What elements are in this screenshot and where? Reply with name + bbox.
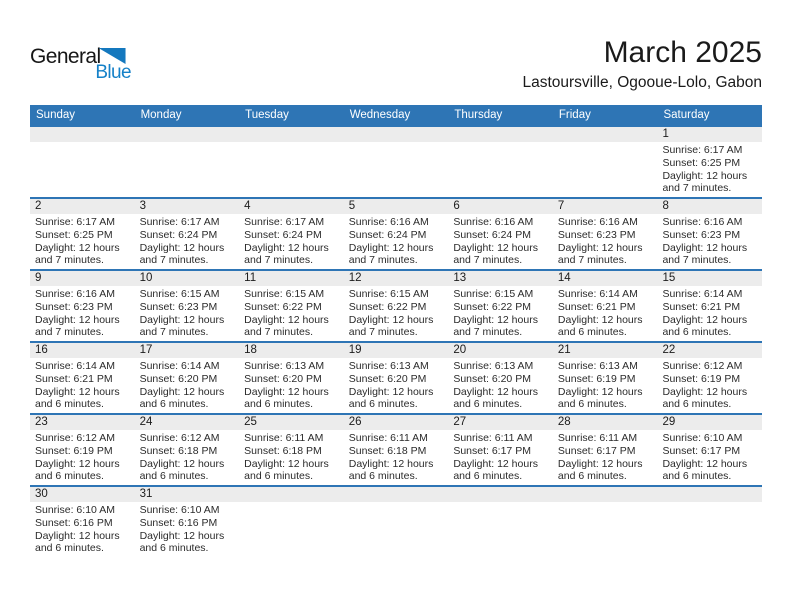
day-info-line: Sunrise: 6:14 AM bbox=[662, 288, 743, 300]
day-cell-13 bbox=[448, 271, 553, 341]
day-info bbox=[553, 502, 658, 504]
day-cell-empty bbox=[135, 127, 240, 197]
day-info-line: and 6 minutes. bbox=[453, 398, 523, 411]
day-cell-25 bbox=[239, 415, 344, 485]
page-subtitle: Lastoursville, Ogooue-Lolo, Gabon bbox=[522, 74, 762, 91]
day-info-line: Sunrise: 6:15 AM bbox=[244, 288, 325, 300]
day-info-line: Daylight: 12 hours bbox=[348, 457, 434, 470]
day-info-line: Daylight: 12 hours bbox=[244, 313, 329, 326]
day-cell-4 bbox=[239, 199, 344, 269]
day-info bbox=[657, 502, 762, 504]
day-number bbox=[239, 127, 344, 142]
day-cell-16 bbox=[30, 343, 135, 413]
day-info-line: Daylight: 12 hours bbox=[557, 313, 643, 326]
day-info-line: Sunset: 6:22 PM bbox=[348, 300, 427, 313]
day-info bbox=[239, 286, 344, 339]
day-info bbox=[30, 142, 135, 144]
day-cell-18 bbox=[239, 343, 344, 413]
day-info-line: Sunset: 6:23 PM bbox=[557, 228, 636, 241]
day-info-line: and 6 minutes. bbox=[662, 326, 732, 339]
day-info-line: and 7 minutes. bbox=[557, 254, 627, 267]
day-number: 5 bbox=[344, 199, 449, 214]
day-cell-empty bbox=[344, 487, 449, 557]
day-info-line: and 6 minutes. bbox=[557, 398, 627, 411]
day-info-line: Daylight: 12 hours bbox=[453, 457, 538, 470]
day-info-line: Sunset: 6:18 PM bbox=[139, 444, 218, 457]
day-info-line: Daylight: 12 hours bbox=[348, 313, 434, 326]
day-number: 20 bbox=[448, 343, 553, 358]
day-cell-empty bbox=[30, 127, 135, 197]
day-info-line: Sunrise: 6:11 AM bbox=[453, 432, 533, 444]
day-cell-2 bbox=[30, 199, 135, 269]
day-info-line: Sunset: 6:17 PM bbox=[453, 444, 531, 457]
day-number: 26 bbox=[344, 415, 449, 430]
day-number bbox=[239, 487, 344, 502]
day-number: 18 bbox=[239, 343, 344, 358]
day-info-line: Daylight: 12 hours bbox=[557, 385, 643, 398]
day-info bbox=[239, 142, 344, 144]
day-number bbox=[553, 127, 658, 142]
general-blue-logo bbox=[30, 46, 131, 81]
day-info-line: and 6 minutes. bbox=[35, 542, 104, 555]
day-info-line: Sunset: 6:25 PM bbox=[662, 156, 741, 169]
day-info-line: Sunrise: 6:13 AM bbox=[453, 360, 534, 372]
day-number: 24 bbox=[135, 415, 240, 430]
day-info-line: Sunset: 6:18 PM bbox=[348, 444, 427, 457]
day-info-line: and 6 minutes. bbox=[244, 470, 314, 483]
day-info bbox=[344, 358, 449, 411]
day-cell-empty bbox=[553, 487, 658, 557]
day-info-line: and 7 minutes. bbox=[453, 254, 523, 267]
day-cell-28 bbox=[553, 415, 658, 485]
day-info-line: Sunrise: 6:16 AM bbox=[348, 216, 429, 228]
week-row bbox=[30, 269, 762, 341]
day-cell-29 bbox=[657, 415, 762, 485]
day-number: 12 bbox=[344, 271, 449, 286]
day-info-line: and 7 minutes. bbox=[662, 254, 732, 267]
day-info bbox=[553, 358, 658, 411]
day-info-line: Sunrise: 6:11 AM bbox=[557, 432, 638, 444]
day-info-line: Daylight: 12 hours bbox=[139, 241, 225, 254]
weekday-header-sunday: Sunday bbox=[36, 109, 76, 121]
day-cell-6 bbox=[448, 199, 553, 269]
week-row bbox=[30, 341, 762, 413]
day-info-line: Daylight: 12 hours bbox=[139, 457, 225, 470]
weekday-header-wednesday: Wednesday bbox=[349, 109, 411, 121]
week-row bbox=[30, 413, 762, 485]
day-info-line: and 6 minutes. bbox=[35, 470, 104, 483]
logo-text-blue: Blue bbox=[95, 62, 131, 83]
day-info-line: Sunrise: 6:14 AM bbox=[557, 288, 638, 300]
day-info-line: Sunset: 6:23 PM bbox=[662, 228, 741, 241]
day-info-line: and 7 minutes. bbox=[139, 326, 209, 339]
day-cell-24 bbox=[135, 415, 240, 485]
day-cell-19 bbox=[344, 343, 449, 413]
day-info-line: Sunrise: 6:13 AM bbox=[348, 360, 429, 372]
day-info bbox=[30, 502, 135, 555]
day-info-line: and 7 minutes. bbox=[35, 326, 104, 339]
day-info bbox=[135, 502, 240, 555]
day-info-line: Daylight: 12 hours bbox=[139, 385, 225, 398]
weekday-header-saturday: Saturday bbox=[663, 109, 710, 121]
day-info bbox=[239, 358, 344, 411]
day-cell-15 bbox=[657, 271, 762, 341]
day-cell-31 bbox=[135, 487, 240, 557]
day-info-line: and 6 minutes. bbox=[139, 542, 209, 555]
day-number: 13 bbox=[448, 271, 553, 286]
day-info bbox=[448, 214, 553, 267]
day-number: 25 bbox=[239, 415, 344, 430]
day-info-line: Sunrise: 6:16 AM bbox=[453, 216, 534, 228]
day-info bbox=[657, 430, 762, 483]
day-info bbox=[448, 286, 553, 339]
day-number bbox=[553, 487, 658, 502]
day-info-line: Sunset: 6:23 PM bbox=[35, 300, 113, 313]
day-info-line: Sunset: 6:16 PM bbox=[139, 516, 218, 529]
day-info bbox=[135, 358, 240, 411]
day-info bbox=[657, 142, 762, 195]
calendar-table bbox=[30, 105, 762, 557]
day-info bbox=[448, 430, 553, 483]
day-info-line: Sunset: 6:21 PM bbox=[557, 300, 636, 313]
day-info-line: Sunset: 6:24 PM bbox=[348, 228, 427, 241]
day-info-line: Sunrise: 6:16 AM bbox=[662, 216, 743, 228]
day-number bbox=[30, 127, 135, 142]
day-info-line: Sunset: 6:23 PM bbox=[139, 300, 218, 313]
day-info-line: and 6 minutes. bbox=[557, 470, 627, 483]
day-info-line: Daylight: 12 hours bbox=[35, 457, 120, 470]
day-info-line: and 7 minutes. bbox=[662, 182, 732, 195]
day-info-line: Sunrise: 6:10 AM bbox=[662, 432, 743, 444]
day-info-line: and 7 minutes. bbox=[35, 254, 104, 267]
day-info-line: and 6 minutes. bbox=[662, 470, 732, 483]
day-info-line: Daylight: 12 hours bbox=[662, 385, 748, 398]
day-info-line: and 6 minutes. bbox=[244, 398, 314, 411]
day-info-line: Daylight: 12 hours bbox=[557, 457, 643, 470]
day-info bbox=[657, 214, 762, 267]
day-cell-3 bbox=[135, 199, 240, 269]
day-info-line: Daylight: 12 hours bbox=[139, 529, 225, 542]
day-info-line: Sunrise: 6:17 AM bbox=[35, 216, 115, 228]
logo-text-general: General bbox=[30, 45, 101, 68]
day-info bbox=[135, 286, 240, 339]
day-info-line: Daylight: 12 hours bbox=[453, 241, 538, 254]
day-number: 7 bbox=[553, 199, 658, 214]
day-info-line: Sunrise: 6:10 AM bbox=[139, 504, 220, 516]
day-info-line: Sunrise: 6:12 AM bbox=[139, 432, 220, 444]
day-info-line: Sunset: 6:24 PM bbox=[244, 228, 322, 241]
day-info-line: Sunrise: 6:11 AM bbox=[348, 432, 428, 444]
day-info bbox=[553, 430, 658, 483]
day-cell-12 bbox=[344, 271, 449, 341]
day-info-line: Sunrise: 6:14 AM bbox=[35, 360, 115, 372]
day-info bbox=[344, 286, 449, 339]
day-info-line: and 7 minutes. bbox=[348, 326, 418, 339]
day-info-line: and 6 minutes. bbox=[35, 398, 104, 411]
day-info bbox=[448, 358, 553, 411]
day-number: 22 bbox=[657, 343, 762, 358]
day-info-line: Sunrise: 6:17 AM bbox=[139, 216, 220, 228]
day-info-line: Sunset: 6:22 PM bbox=[453, 300, 531, 313]
day-number bbox=[448, 127, 553, 142]
day-number: 11 bbox=[239, 271, 344, 286]
day-cell-21 bbox=[553, 343, 658, 413]
day-info bbox=[344, 502, 449, 504]
day-cell-1 bbox=[657, 127, 762, 197]
day-info-line: Sunset: 6:20 PM bbox=[453, 372, 531, 385]
day-info-line: Sunrise: 6:12 AM bbox=[662, 360, 743, 372]
day-info-line: Daylight: 12 hours bbox=[244, 385, 329, 398]
day-info-line: Sunrise: 6:17 AM bbox=[244, 216, 325, 228]
day-info bbox=[30, 430, 135, 483]
day-info-line: Daylight: 12 hours bbox=[348, 241, 434, 254]
day-info-line: Daylight: 12 hours bbox=[453, 385, 538, 398]
day-number: 21 bbox=[553, 343, 658, 358]
day-info-line: Daylight: 12 hours bbox=[244, 457, 329, 470]
day-cell-9 bbox=[30, 271, 135, 341]
day-info-line: Sunrise: 6:12 AM bbox=[35, 432, 115, 444]
day-number: 16 bbox=[30, 343, 135, 358]
day-info-line: Sunset: 6:17 PM bbox=[662, 444, 741, 457]
day-info bbox=[344, 430, 449, 483]
day-number: 15 bbox=[657, 271, 762, 286]
day-info bbox=[448, 502, 553, 504]
day-cell-11 bbox=[239, 271, 344, 341]
day-info-line: Daylight: 12 hours bbox=[453, 313, 538, 326]
day-cell-26 bbox=[344, 415, 449, 485]
day-info bbox=[135, 214, 240, 267]
day-cell-27 bbox=[448, 415, 553, 485]
day-info-line: Sunrise: 6:17 AM bbox=[662, 144, 743, 156]
day-number: 28 bbox=[553, 415, 658, 430]
day-number bbox=[344, 487, 449, 502]
day-info bbox=[239, 214, 344, 267]
day-info-line: Sunset: 6:19 PM bbox=[35, 444, 113, 457]
day-number: 2 bbox=[30, 199, 135, 214]
calendar-weeks bbox=[30, 125, 762, 557]
day-number: 9 bbox=[30, 271, 135, 286]
day-number: 23 bbox=[30, 415, 135, 430]
day-cell-23 bbox=[30, 415, 135, 485]
weekday-header-tuesday: Tuesday bbox=[245, 109, 289, 121]
day-number bbox=[657, 487, 762, 502]
day-number: 17 bbox=[135, 343, 240, 358]
day-number: 6 bbox=[448, 199, 553, 214]
day-info-line: Sunrise: 6:13 AM bbox=[244, 360, 325, 372]
day-info bbox=[239, 502, 344, 504]
day-number: 30 bbox=[30, 487, 135, 502]
day-info bbox=[553, 286, 658, 339]
weekday-header-thursday: Thursday bbox=[454, 109, 503, 121]
day-number: 31 bbox=[135, 487, 240, 502]
day-cell-8 bbox=[657, 199, 762, 269]
page-title: March 2025 bbox=[603, 36, 762, 69]
day-cell-14 bbox=[553, 271, 658, 341]
day-number: 1 bbox=[657, 127, 762, 142]
day-info-line: Sunset: 6:24 PM bbox=[139, 228, 218, 241]
day-info-line: Sunrise: 6:15 AM bbox=[139, 288, 220, 300]
day-info-line: Sunrise: 6:15 AM bbox=[453, 288, 534, 300]
day-info-line: Sunset: 6:19 PM bbox=[557, 372, 636, 385]
day-info bbox=[657, 358, 762, 411]
day-info-line: and 6 minutes. bbox=[139, 398, 209, 411]
day-info-line: Sunset: 6:19 PM bbox=[662, 372, 741, 385]
day-info-line: Sunset: 6:16 PM bbox=[35, 516, 113, 529]
day-number bbox=[448, 487, 553, 502]
day-info-line: and 7 minutes. bbox=[244, 254, 314, 267]
day-info-line: and 7 minutes. bbox=[244, 326, 314, 339]
day-number bbox=[135, 127, 240, 142]
day-info bbox=[344, 142, 449, 144]
day-info-line: and 7 minutes. bbox=[453, 326, 523, 339]
day-info-line: Daylight: 12 hours bbox=[662, 457, 748, 470]
day-cell-empty bbox=[553, 127, 658, 197]
day-info-line: Sunset: 6:22 PM bbox=[244, 300, 322, 313]
day-number: 4 bbox=[239, 199, 344, 214]
day-info bbox=[30, 358, 135, 411]
day-number: 3 bbox=[135, 199, 240, 214]
day-number: 10 bbox=[135, 271, 240, 286]
day-number bbox=[344, 127, 449, 142]
day-number: 8 bbox=[657, 199, 762, 214]
day-info-line: Sunset: 6:20 PM bbox=[244, 372, 322, 385]
day-info-line: and 6 minutes. bbox=[453, 470, 523, 483]
day-info-line: Sunset: 6:17 PM bbox=[557, 444, 636, 457]
day-info-line: Sunset: 6:20 PM bbox=[139, 372, 218, 385]
week-row bbox=[30, 485, 762, 557]
day-info-line: Daylight: 12 hours bbox=[662, 241, 748, 254]
weekday-header-friday: Friday bbox=[558, 109, 591, 121]
day-cell-empty bbox=[657, 487, 762, 557]
day-number: 29 bbox=[657, 415, 762, 430]
day-cell-7 bbox=[553, 199, 658, 269]
week-row bbox=[30, 125, 762, 197]
day-cell-empty bbox=[239, 127, 344, 197]
day-info-line: Sunrise: 6:16 AM bbox=[557, 216, 638, 228]
day-number: 27 bbox=[448, 415, 553, 430]
day-info-line: Daylight: 12 hours bbox=[35, 313, 120, 326]
day-info-line: Daylight: 12 hours bbox=[35, 529, 120, 542]
day-info bbox=[239, 430, 344, 483]
day-info-line: and 6 minutes. bbox=[557, 326, 627, 339]
day-info bbox=[553, 142, 658, 144]
day-info-line: Daylight: 12 hours bbox=[557, 241, 643, 254]
day-info-line: and 6 minutes. bbox=[139, 470, 209, 483]
day-info bbox=[30, 214, 135, 267]
day-cell-empty bbox=[448, 487, 553, 557]
day-info bbox=[448, 142, 553, 144]
day-info-line: Daylight: 12 hours bbox=[662, 313, 748, 326]
day-info-line: Sunset: 6:21 PM bbox=[662, 300, 741, 313]
day-info-line: Daylight: 12 hours bbox=[35, 241, 120, 254]
day-cell-10 bbox=[135, 271, 240, 341]
day-info bbox=[344, 214, 449, 267]
day-cell-20 bbox=[448, 343, 553, 413]
day-info-line: and 6 minutes. bbox=[662, 398, 732, 411]
day-info-line: Daylight: 12 hours bbox=[348, 385, 434, 398]
day-cell-empty bbox=[344, 127, 449, 197]
day-info bbox=[657, 286, 762, 339]
day-info-line: and 7 minutes. bbox=[139, 254, 209, 267]
day-cell-5 bbox=[344, 199, 449, 269]
day-cell-22 bbox=[657, 343, 762, 413]
day-info-line: and 7 minutes. bbox=[348, 254, 418, 267]
day-info-line: Sunset: 6:20 PM bbox=[348, 372, 427, 385]
day-info-line: Sunrise: 6:13 AM bbox=[557, 360, 638, 372]
day-info-line: Sunrise: 6:11 AM bbox=[244, 432, 324, 444]
day-info bbox=[30, 286, 135, 339]
day-info bbox=[553, 214, 658, 267]
day-cell-30 bbox=[30, 487, 135, 557]
day-info-line: Daylight: 12 hours bbox=[139, 313, 225, 326]
day-info bbox=[135, 430, 240, 483]
day-info-line: Sunrise: 6:16 AM bbox=[35, 288, 115, 300]
day-number: 14 bbox=[553, 271, 658, 286]
day-info-line: Sunset: 6:18 PM bbox=[244, 444, 322, 457]
weekday-header-row bbox=[30, 105, 762, 125]
day-info bbox=[135, 142, 240, 144]
day-info-line: Sunrise: 6:10 AM bbox=[35, 504, 115, 516]
day-cell-empty bbox=[448, 127, 553, 197]
day-info-line: Sunset: 6:24 PM bbox=[453, 228, 531, 241]
day-info-line: and 6 minutes. bbox=[348, 470, 418, 483]
day-info-line: Sunrise: 6:14 AM bbox=[139, 360, 220, 372]
day-info-line: and 6 minutes. bbox=[348, 398, 418, 411]
day-info-line: Daylight: 12 hours bbox=[35, 385, 120, 398]
day-info-line: Sunset: 6:25 PM bbox=[35, 228, 113, 241]
day-cell-empty bbox=[239, 487, 344, 557]
day-info-line: Daylight: 12 hours bbox=[662, 169, 748, 182]
day-info-line: Daylight: 12 hours bbox=[244, 241, 329, 254]
title-block bbox=[522, 36, 762, 92]
day-number: 19 bbox=[344, 343, 449, 358]
day-info-line: Sunset: 6:21 PM bbox=[35, 372, 113, 385]
weekday-header-monday: Monday bbox=[140, 109, 182, 121]
day-cell-17 bbox=[135, 343, 240, 413]
week-row bbox=[30, 197, 762, 269]
day-info-line: Sunrise: 6:15 AM bbox=[348, 288, 429, 300]
